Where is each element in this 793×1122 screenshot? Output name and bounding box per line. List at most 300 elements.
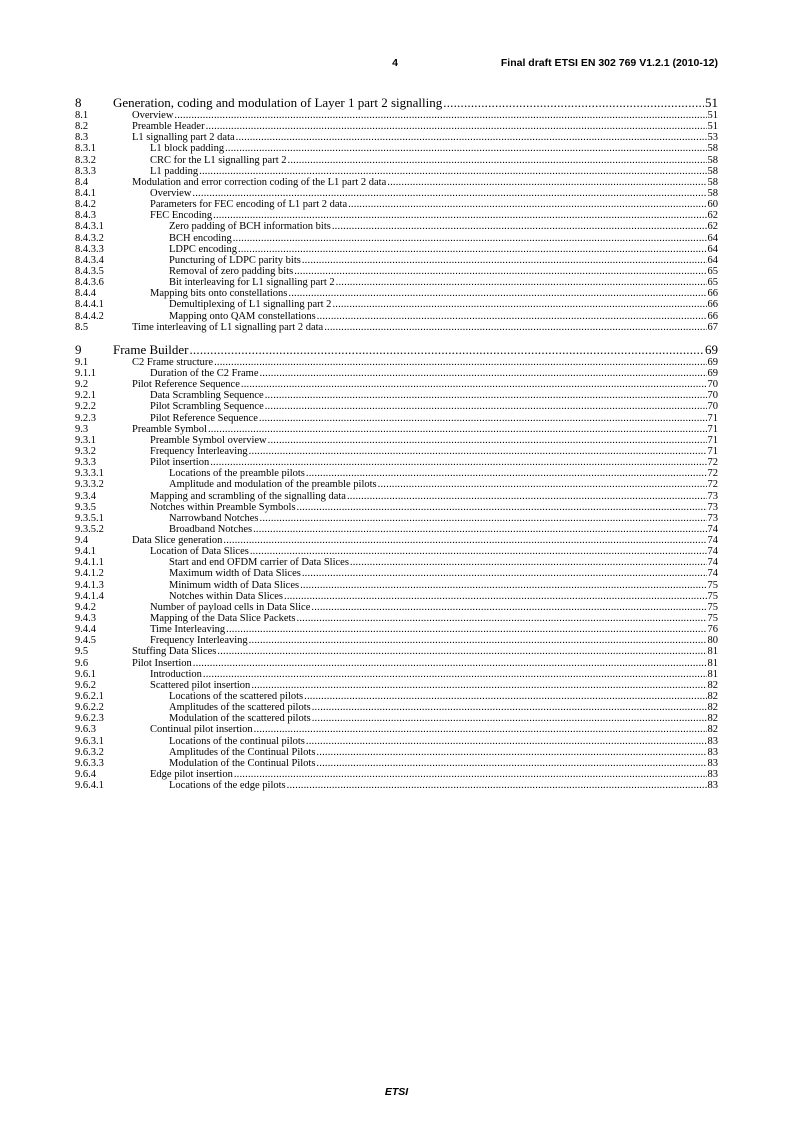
dot-leader <box>253 524 706 535</box>
toc-entry[interactable] <box>75 557 718 568</box>
toc-section-number: 9.4.1.1 <box>75 557 104 569</box>
toc-page-number: 80 <box>707 635 718 647</box>
toc-entry[interactable] <box>75 613 718 624</box>
toc-page-number: 82 <box>707 679 718 691</box>
toc-section-number: 9.3.3.2 <box>75 479 104 491</box>
dot-leader <box>214 357 706 368</box>
toc-entry[interactable] <box>75 602 718 613</box>
toc-entry[interactable] <box>75 255 718 266</box>
toc-page-number: 51 <box>707 121 718 133</box>
toc-title: Location of Data Slices <box>150 546 249 558</box>
toc-page-number: 70 <box>707 401 718 413</box>
toc-section-number: 9.3.3 <box>75 457 96 469</box>
toc-section-number: 9.6.3.1 <box>75 735 104 747</box>
dot-leader <box>306 468 707 479</box>
dot-leader <box>249 446 707 457</box>
dot-leader <box>387 177 706 188</box>
toc-section-number: 9.6.4 <box>75 769 96 781</box>
toc-page-number: 58 <box>707 143 718 155</box>
toc-title: Zero padding of BCH information bits <box>169 221 331 233</box>
toc-title: Overview <box>132 110 174 121</box>
toc-section-number: 9.6.3 <box>75 724 96 736</box>
toc-section-number: 9.1.1 <box>75 367 96 379</box>
toc-page-number: 81 <box>707 657 718 669</box>
toc-entry[interactable] <box>75 244 718 255</box>
toc-section-number: 9.3.5.1 <box>75 512 104 524</box>
toc-page-number: 62 <box>707 210 718 222</box>
toc-title: L1 padding <box>150 165 199 177</box>
toc-section-number: 9.6.2.3 <box>75 713 104 725</box>
dot-leader <box>193 658 707 669</box>
footer-etsi: ETSI <box>384 1086 409 1098</box>
toc-entry[interactable] <box>75 379 718 390</box>
dot-leader <box>265 401 707 412</box>
toc-section-number: 9.4 <box>75 535 89 547</box>
toc-page-number: 83 <box>707 746 718 758</box>
toc-section-number: 9.3.2 <box>75 445 96 457</box>
dot-leader <box>259 413 707 424</box>
dot-leader <box>443 95 704 110</box>
toc-page-number: 65 <box>707 265 718 277</box>
dot-leader <box>348 199 706 210</box>
toc-title: Bit interleaving for L1 signalling part 2 <box>169 277 335 289</box>
toc-page-number: 64 <box>707 232 718 244</box>
toc-section-number: 9.6.4.1 <box>75 780 104 792</box>
toc-page-number: 83 <box>707 757 718 769</box>
dot-leader <box>251 680 706 691</box>
toc-title: Locations of the preamble pilots <box>169 468 305 480</box>
dot-leader <box>302 568 707 579</box>
dot-leader <box>241 379 707 390</box>
toc-entry[interactable] <box>75 624 718 635</box>
dot-leader <box>378 479 707 490</box>
toc-section-number: 9.3.5 <box>75 501 96 513</box>
dot-leader <box>316 747 706 758</box>
toc-title: Number of payload cells in Data Slice <box>150 601 311 613</box>
toc-entry[interactable] <box>75 95 718 110</box>
toc-page-number: 66 <box>707 310 718 322</box>
toc-page-number: 73 <box>707 501 718 513</box>
dot-leader <box>217 646 706 657</box>
toc-entry[interactable] <box>75 546 718 557</box>
toc-page-number: 73 <box>707 490 718 502</box>
toc-title: Mapping bits onto constellations <box>150 288 288 300</box>
toc-entry[interactable] <box>75 524 718 535</box>
dot-leader <box>300 580 706 591</box>
toc-section-number: 8.3.3 <box>75 165 96 177</box>
toc-page-number: 74 <box>707 535 718 547</box>
toc-title: Introduction <box>150 668 202 680</box>
toc-entry[interactable] <box>75 446 718 457</box>
toc-section-number: 8.4.3.2 <box>75 232 104 244</box>
toc-section-number: 9.2.1 <box>75 390 96 402</box>
toc-section-number: 9.1 <box>75 356 89 368</box>
toc-section-number: 9.4.2 <box>75 601 96 613</box>
toc-title: Puncturing of LDPC parity bits <box>169 254 301 266</box>
toc-page-number: 75 <box>707 590 718 602</box>
toc-entry[interactable] <box>75 635 718 646</box>
dot-leader <box>294 266 706 277</box>
toc-title: Mapping of the Data Slice Packets <box>150 613 296 625</box>
toc-section-number: 8.3.2 <box>75 154 96 166</box>
dot-leader <box>332 299 706 310</box>
toc-title: Modulation of the scattered pilots <box>169 713 311 725</box>
toc-title: Frame Builder <box>113 341 189 357</box>
toc-section-number: 8.4.4.2 <box>75 310 104 322</box>
toc-section-number: 8.4.3 <box>75 210 96 222</box>
toc-section-number: 8.5 <box>75 321 89 333</box>
toc-section-number: 8.4.4.1 <box>75 299 104 311</box>
toc-entry[interactable] <box>75 143 718 154</box>
toc-entry[interactable] <box>75 413 718 424</box>
dot-leader <box>225 143 706 154</box>
toc-page-number: 58 <box>707 187 718 199</box>
toc-entry[interactable] <box>75 424 718 435</box>
toc-page-number: 60 <box>707 199 718 211</box>
toc-title: L1 block padding <box>150 143 225 155</box>
toc-page-number: 81 <box>707 646 718 658</box>
table-of-contents <box>75 95 718 791</box>
toc-title: Locations of the scattered pilots <box>169 691 304 703</box>
toc-page-number: 66 <box>707 299 718 311</box>
dot-leader <box>259 368 706 379</box>
toc-section-number: 9.5 <box>75 646 89 658</box>
toc-entry[interactable] <box>75 769 718 780</box>
toc-title: Continual pilot insertion <box>150 724 253 736</box>
toc-entry[interactable] <box>75 646 718 657</box>
toc-entry[interactable] <box>75 724 718 735</box>
toc-entry[interactable] <box>75 210 718 221</box>
toc-entry[interactable] <box>75 535 718 546</box>
toc-section-number: 9.3.3.1 <box>75 468 104 480</box>
toc-entry[interactable] <box>75 233 718 244</box>
toc-page-number: 71 <box>707 445 718 457</box>
toc-title: Removal of zero padding bits <box>169 265 294 277</box>
dot-leader <box>336 277 707 288</box>
toc-section-number: 8.4.4 <box>75 288 96 300</box>
toc-entry[interactable] <box>75 401 718 412</box>
toc-entry[interactable] <box>75 177 718 188</box>
dot-leader <box>284 591 706 602</box>
toc-title: FEC Encoding <box>150 210 213 222</box>
toc-page-number: 64 <box>707 254 718 266</box>
toc-entry[interactable] <box>75 758 718 769</box>
toc-title: Data Slice generation <box>132 535 223 547</box>
dot-leader <box>350 557 707 568</box>
toc-title: Edge pilot insertion <box>150 769 233 781</box>
toc-title: Stuffing Data Slices <box>132 646 217 658</box>
toc-entry[interactable] <box>75 736 718 747</box>
dot-leader <box>199 166 706 177</box>
toc-section-number: 8.4.3.5 <box>75 265 104 277</box>
toc-entry[interactable] <box>75 110 718 121</box>
toc-title: LDPC encoding <box>169 243 237 255</box>
toc-title: Broadband Notches <box>169 523 253 535</box>
toc-section-number: 8.1 <box>75 110 89 121</box>
toc-section-number: 9.6 <box>75 657 89 669</box>
toc-title: CRC for the L1 signalling part 2 <box>150 154 287 166</box>
dot-leader <box>347 491 707 502</box>
toc-entry[interactable] <box>75 468 718 479</box>
dot-leader <box>203 669 707 680</box>
toc-entry[interactable] <box>75 132 718 143</box>
toc-title: Scattered pilot insertion <box>150 679 251 691</box>
toc-section-number: 8.4.1 <box>75 187 96 199</box>
dot-leader <box>324 322 706 333</box>
dot-leader <box>254 724 707 735</box>
toc-section-number: 8.4.3.3 <box>75 243 104 255</box>
toc-title: Pilot insertion <box>150 457 210 469</box>
toc-entry[interactable] <box>75 568 718 579</box>
toc-entry[interactable] <box>75 357 718 368</box>
toc-section-number: 9.6.3.3 <box>75 757 104 769</box>
toc-title: Locations of the continual pilots <box>169 735 305 747</box>
toc-section-number: 8.3.1 <box>75 143 96 155</box>
toc-entry[interactable] <box>75 702 718 713</box>
toc-title: Preamble Symbol overview <box>150 434 267 446</box>
toc-entry[interactable] <box>75 311 718 322</box>
dot-leader <box>304 691 706 702</box>
toc-title: Parameters for FEC encoding of L1 part 2 data <box>150 199 348 211</box>
toc-page-number: 51 <box>705 95 718 110</box>
toc-section-number: 9.3.5.2 <box>75 523 104 535</box>
toc-title: Start and end OFDM carrier of Data Slices <box>169 557 349 569</box>
toc-section-number: 8.4.3.1 <box>75 221 104 233</box>
toc-page-number: 75 <box>707 601 718 613</box>
toc-section-number: 9.3.4 <box>75 490 96 502</box>
toc-title: Pilot Reference Sequence <box>150 412 258 424</box>
toc-entry[interactable] <box>75 121 718 132</box>
toc-page-number: 65 <box>707 277 718 289</box>
toc-section-number: 9.6.3.2 <box>75 746 104 758</box>
dot-leader <box>249 635 707 646</box>
toc-title: Preamble Header <box>132 121 205 133</box>
toc-section-number: 9.3.1 <box>75 434 96 446</box>
dot-leader <box>226 624 706 635</box>
dot-leader <box>234 769 707 780</box>
toc-title: Narrowband Notches <box>169 512 259 524</box>
toc-page-number: 83 <box>707 769 718 781</box>
page-number: 4 <box>392 57 398 69</box>
toc-page-number: 74 <box>707 523 718 535</box>
dot-leader <box>210 457 706 468</box>
toc-section-number: 8.2 <box>75 121 89 133</box>
toc-page-number: 70 <box>707 390 718 402</box>
toc-title: Time interleaving of L1 signalling part 2 data <box>132 321 324 333</box>
dot-leader <box>174 110 706 121</box>
toc-entry[interactable] <box>75 713 718 724</box>
dot-leader <box>250 546 707 557</box>
toc-title: Modulation and error correction coding of the L1 part 2 data <box>132 176 387 188</box>
toc-page-number: 71 <box>707 423 718 435</box>
toc-entry[interactable] <box>75 658 718 669</box>
toc-page-number: 58 <box>707 154 718 166</box>
dot-leader <box>213 210 706 221</box>
toc-entry[interactable] <box>75 591 718 602</box>
toc-entry[interactable] <box>75 691 718 702</box>
dot-leader <box>332 221 707 232</box>
toc-page-number: 67 <box>707 321 718 333</box>
toc-page-number: 74 <box>707 546 718 558</box>
toc-entry[interactable] <box>75 390 718 401</box>
toc-section-number: 8.4.2 <box>75 199 96 211</box>
toc-page-number: 69 <box>705 341 718 357</box>
dot-leader <box>268 435 707 446</box>
toc-section-number: 8.4.3.4 <box>75 254 104 266</box>
toc-entry[interactable] <box>75 435 718 446</box>
toc-entry[interactable] <box>75 669 718 680</box>
toc-entry[interactable] <box>75 680 718 691</box>
toc-title: Notches within Data Slices <box>169 590 284 602</box>
toc-page-number: 69 <box>707 356 718 368</box>
toc-title: Data Scrambling Sequence <box>150 390 264 402</box>
toc-section-number: 9.6.2.1 <box>75 691 104 703</box>
toc-page-number: 62 <box>707 221 718 233</box>
toc-page-number: 71 <box>707 434 718 446</box>
dot-leader <box>192 188 706 199</box>
toc-title: BCH encoding <box>169 232 232 244</box>
toc-page-number: 82 <box>707 713 718 725</box>
toc-title: Preamble Symbol <box>132 423 207 435</box>
dot-leader <box>311 602 706 613</box>
toc-page-number: 69 <box>707 367 718 379</box>
toc-title: Overview <box>150 187 192 199</box>
toc-section-number: 9.4.3 <box>75 613 96 625</box>
toc-section-number: 9.4.5 <box>75 635 96 647</box>
toc-section-number: 9.4.1.4 <box>75 590 104 602</box>
toc-section-number: 8.4 <box>75 176 89 188</box>
dot-leader <box>287 780 707 791</box>
dot-leader <box>208 424 707 435</box>
toc-title: L1 signalling part 2 data <box>132 132 235 144</box>
toc-entry[interactable] <box>75 288 718 299</box>
toc-page-number: 75 <box>707 579 718 591</box>
toc-page-number: 74 <box>707 557 718 569</box>
toc-page-number: 83 <box>707 780 718 792</box>
toc-section-number: 8 <box>75 95 82 110</box>
dot-leader <box>312 713 707 724</box>
toc-section-number: 9.2 <box>75 379 89 391</box>
document-title: Final draft ETSI EN 302 769 V1.2.1 (2010-12) <box>500 57 718 69</box>
toc-entry[interactable] <box>75 199 718 210</box>
toc-entry[interactable] <box>75 266 718 277</box>
toc-title: Frequency Interleaving <box>150 635 248 647</box>
toc-section-number: 9 <box>75 341 82 357</box>
toc-title: Duration of the C2 Frame <box>150 367 259 379</box>
dot-leader <box>306 736 707 747</box>
toc-section-number: 9.2.3 <box>75 412 96 424</box>
toc-page-number: 81 <box>707 668 718 680</box>
toc-section-number: 8.3 <box>75 132 89 144</box>
toc-entry[interactable] <box>75 277 718 288</box>
dot-leader <box>223 535 706 546</box>
toc-title: Pilot Reference Sequence <box>132 379 240 391</box>
toc-title: Modulation of the Continual Pilots <box>169 757 316 769</box>
toc-title: Time Interleaving <box>150 624 226 636</box>
dot-leader <box>288 155 707 166</box>
toc-page-number: 76 <box>707 624 718 636</box>
toc-title: Pilot Insertion <box>132 657 192 669</box>
toc-page-number: 75 <box>707 613 718 625</box>
toc-page-number: 82 <box>707 724 718 736</box>
toc-title: Mapping onto QAM constellations <box>169 310 316 322</box>
toc-entry[interactable] <box>75 502 718 513</box>
dot-leader <box>317 311 707 322</box>
dot-leader <box>206 121 707 132</box>
toc-entry[interactable] <box>75 479 718 490</box>
toc-page-number: 58 <box>707 165 718 177</box>
toc-entry[interactable] <box>75 166 718 177</box>
toc-entry[interactable] <box>75 747 718 758</box>
toc-section-number: 9.6.2.2 <box>75 702 104 714</box>
toc-page-number: 58 <box>707 176 718 188</box>
toc-entry[interactable] <box>75 780 718 791</box>
toc-page-number: 82 <box>707 702 718 714</box>
dot-leader <box>288 288 706 299</box>
toc-page-number: 72 <box>707 479 718 491</box>
toc-section-number: 9.4.4 <box>75 624 96 636</box>
toc-title: Minimum width of Data Slices <box>169 579 300 591</box>
toc-title: Demultiplexing of L1 signalling part 2 <box>169 299 332 311</box>
toc-title: Amplitude and modulation of the preamble pilots <box>169 479 377 491</box>
toc-entry[interactable] <box>75 299 718 310</box>
toc-entry[interactable] <box>75 155 718 166</box>
toc-page-number: 82 <box>707 691 718 703</box>
toc-entry[interactable] <box>75 513 718 524</box>
toc-section-number: 8.4.3.6 <box>75 277 104 289</box>
toc-title: C2 Frame structure <box>132 356 214 368</box>
toc-entry[interactable] <box>75 368 718 379</box>
toc-page-number: 51 <box>707 110 718 121</box>
toc-page-number: 73 <box>707 512 718 524</box>
dot-leader <box>265 390 707 401</box>
toc-page-number: 70 <box>707 379 718 391</box>
toc-title: Amplitudes of the scattered pilots <box>169 702 311 714</box>
toc-page-number: 72 <box>707 457 718 469</box>
toc-entry[interactable] <box>75 342 718 357</box>
toc-page-number: 66 <box>707 288 718 300</box>
toc-entry[interactable] <box>75 457 718 468</box>
toc-title: Notches within Preamble Symbols <box>150 501 296 513</box>
dot-leader <box>302 255 707 266</box>
dot-leader <box>233 233 707 244</box>
toc-title: Mapping and scrambling of the signalling data <box>150 490 346 502</box>
dot-leader <box>260 513 707 524</box>
toc-entry[interactable] <box>75 188 718 199</box>
toc-title: Frequency Interleaving <box>150 445 248 457</box>
toc-section-number: 9.6.2 <box>75 679 96 691</box>
toc-entry[interactable] <box>75 491 718 502</box>
toc-page-number: 72 <box>707 468 718 480</box>
toc-section-number: 9.3 <box>75 423 89 435</box>
toc-section-number: 9.6.1 <box>75 668 96 680</box>
toc-page-number: 74 <box>707 568 718 580</box>
dot-leader <box>312 702 707 713</box>
toc-title: Generation, coding and modulation of Layer 1 part 2 signalling <box>113 95 443 110</box>
toc-entry[interactable] <box>75 221 718 232</box>
dot-leader <box>297 613 707 624</box>
toc-title: Pilot Scrambling Sequence <box>150 401 264 413</box>
toc-page-number: 71 <box>707 412 718 424</box>
toc-entry[interactable] <box>75 322 718 333</box>
toc-page-number: 83 <box>707 735 718 747</box>
dot-leader <box>189 342 704 357</box>
toc-page-number: 53 <box>707 132 718 144</box>
dot-leader <box>297 502 707 513</box>
toc-section-number: 9.4.1.2 <box>75 568 104 580</box>
toc-entry[interactable] <box>75 580 718 591</box>
dot-leader <box>316 758 706 769</box>
